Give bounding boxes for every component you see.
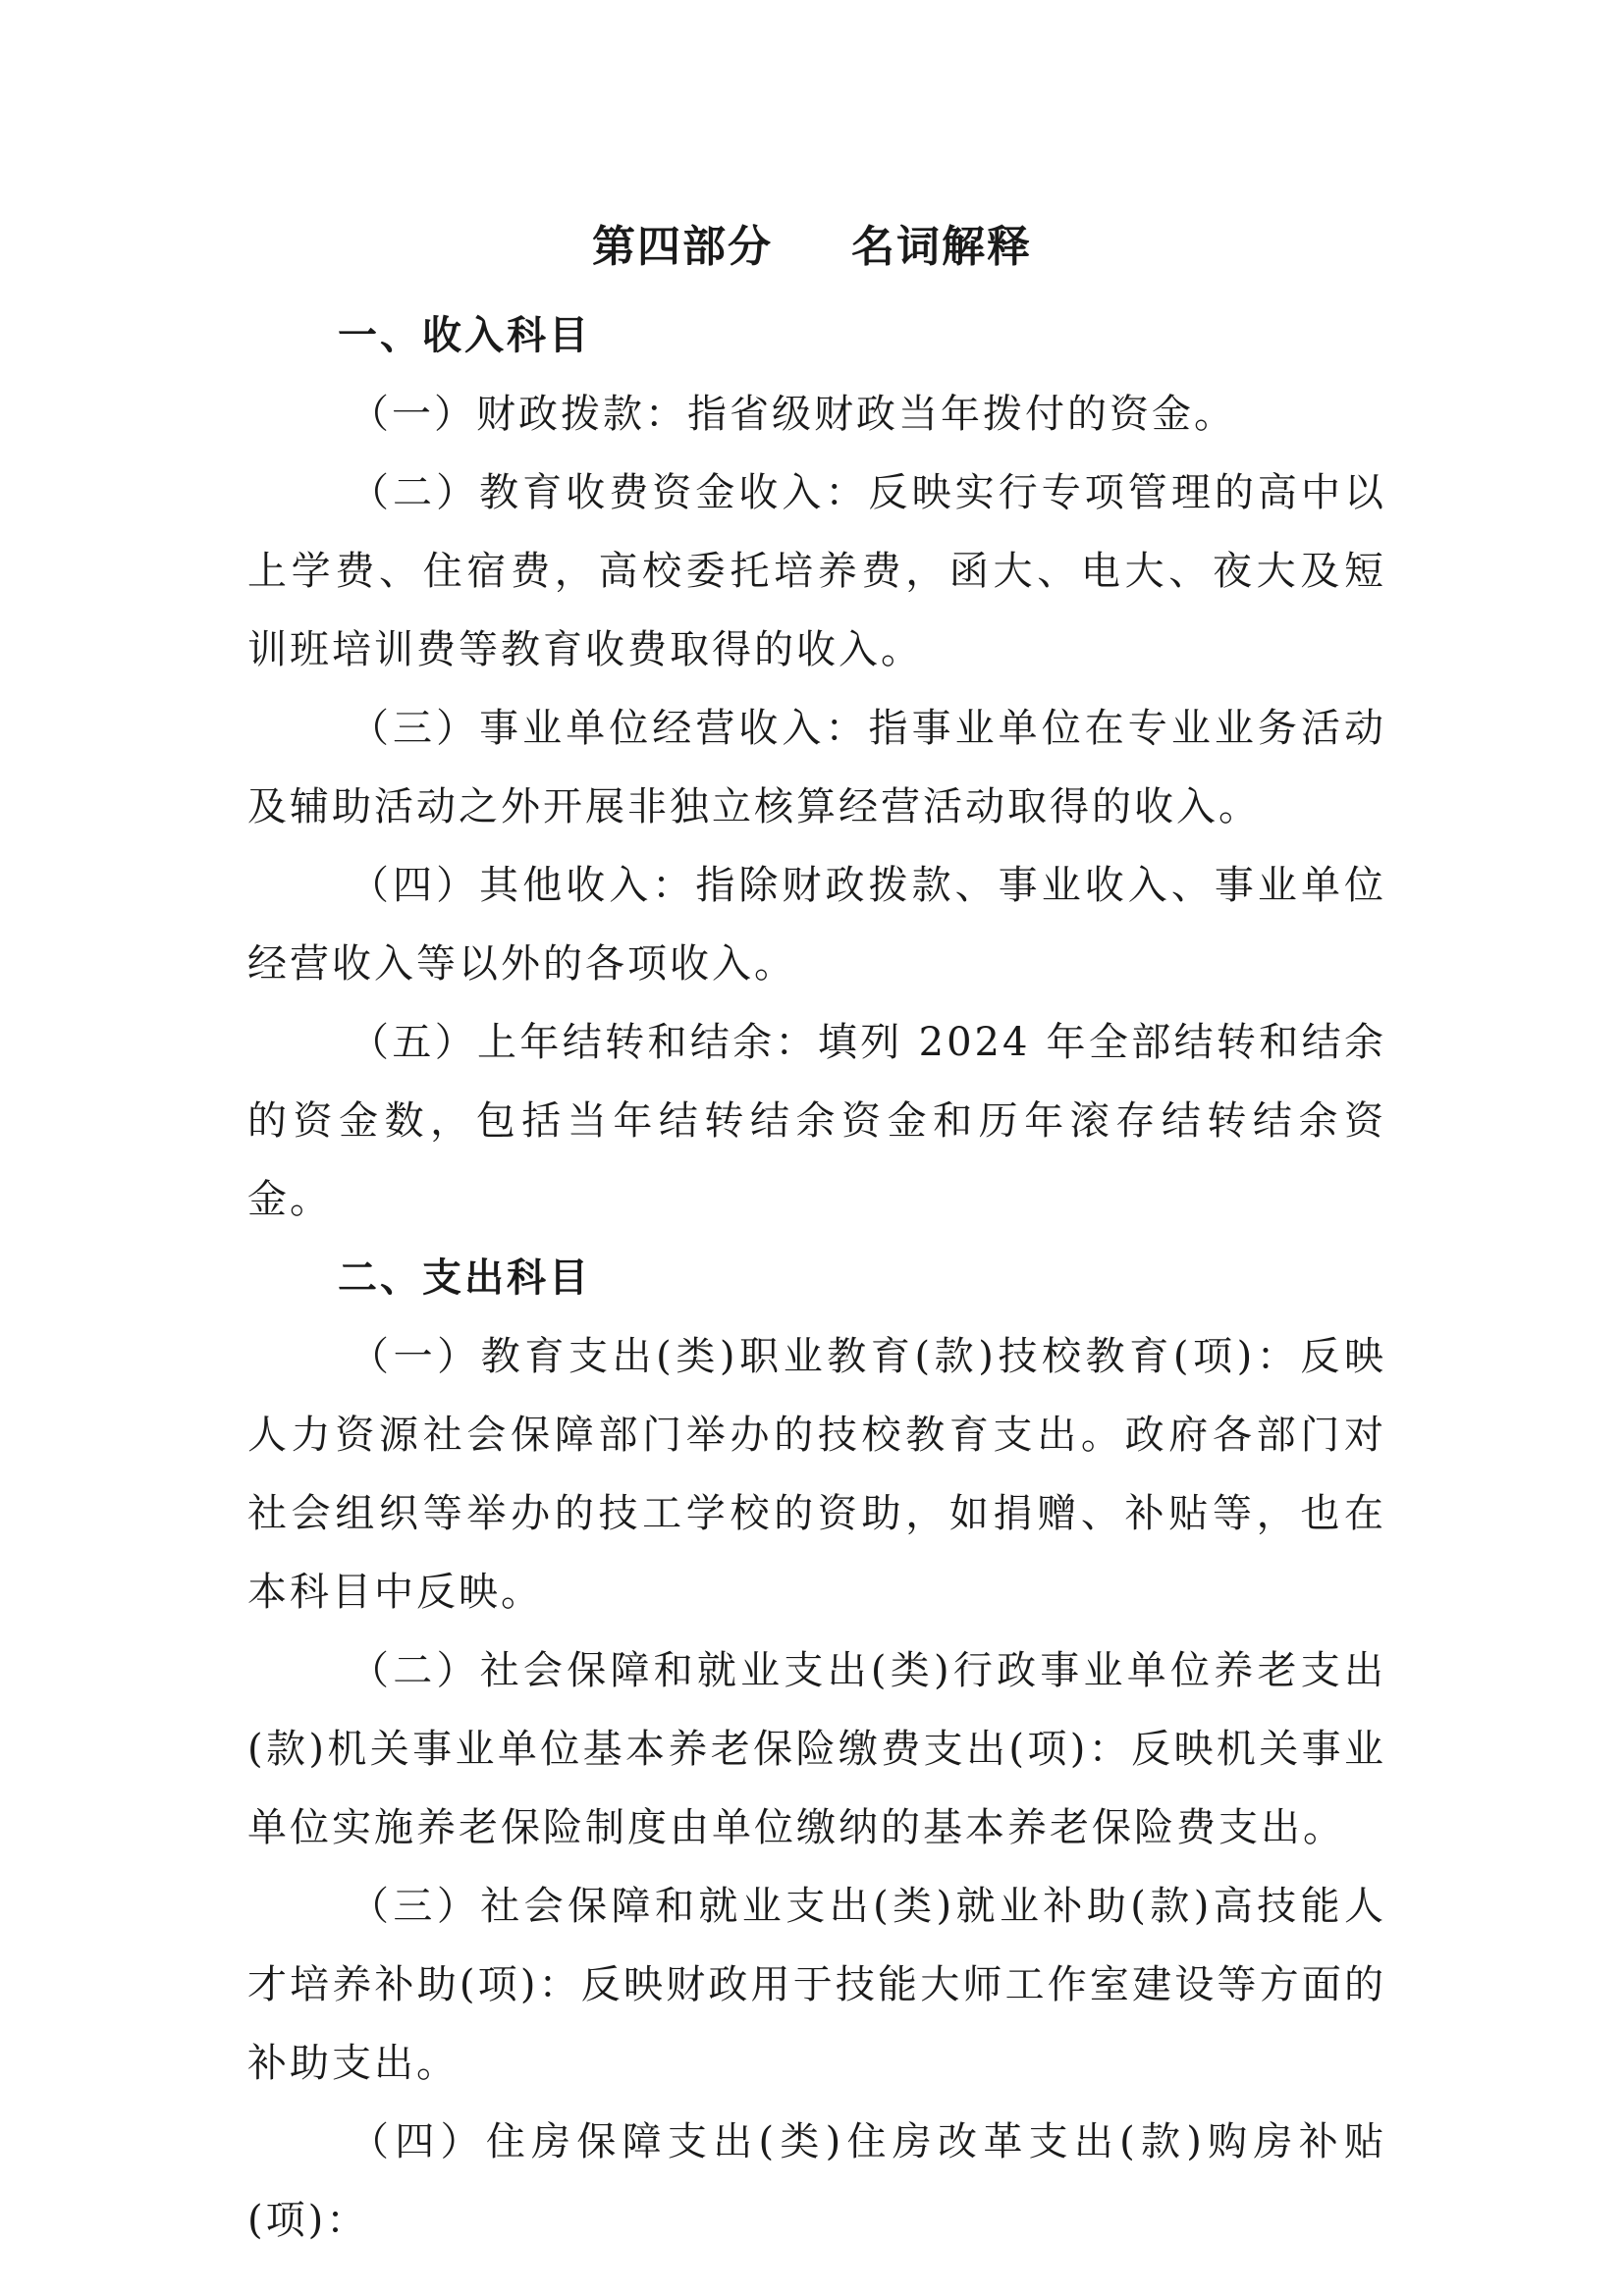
title-name: 名词解释 [851, 222, 1032, 272]
document-body [247, 296, 1386, 2260]
paragraph-housing-subsidy: （四）住房保障支出(类)住房改革支出(款)购房补贴(项)： [247, 2119, 1386, 2243]
paragraph-high-skill-subsidy: （三）社会保障和就业支出(类)就业补助(款)高技能人才培养补助(项)：反映财政用于技能大师工作室建设等方面的补助支出。 [247, 1884, 1386, 2086]
paragraph-fiscal-appropriation: （一）财政拨款：指省级财政当年拨付的资金。 [350, 392, 1236, 437]
title-part: 第四部分 [592, 222, 773, 272]
section-heading-income: 一、收入科目 [338, 312, 591, 358]
page-title [0, 218, 1624, 277]
paragraph-business-income: （三）事业单位经营收入：指事业单位在专业业务活动及辅助活动之外开展非独立核算经营活动取得的收入。 [247, 706, 1386, 829]
paragraph-other-income: （四）其他收入：指除财政拨款、事业收入、事业单位经营收入等以外的各项收入。 [247, 863, 1386, 987]
paragraph-education-fee-income: （二）教育收费资金收入：反映实行专项管理的高中以上学费、住宿费，高校委托培养费，函大、电大、夜大及短训班培训费等教育收费取得的收入。 [247, 470, 1386, 672]
paragraph-carryover: （五）上年结转和结余：填列 2024 年全部结转和结余的资金数，包括当年结转结余资金和历年滚存结转结余资金。 [247, 1020, 1386, 1222]
section-heading-expenditure: 二、支出科目 [338, 1255, 591, 1301]
paragraph-vocational-education: （一）教育支出(类)职业教育(款)技校教育(项)：反映人力资源社会保障部门举办的技校教育支出。政府各部门对社会组织等举办的技工学校的资助，如捐赠、补贴等，也在本科目中反映。 [247, 1334, 1386, 1615]
paragraph-pension-insurance: （二）社会保障和就业支出(类)行政事业单位养老支出(款)机关事业单位基本养老保险缴费支出(项)：反映机关事业单位实施养老保险制度由单位缴纳的基本养老保险费支出。 [247, 1648, 1386, 1850]
